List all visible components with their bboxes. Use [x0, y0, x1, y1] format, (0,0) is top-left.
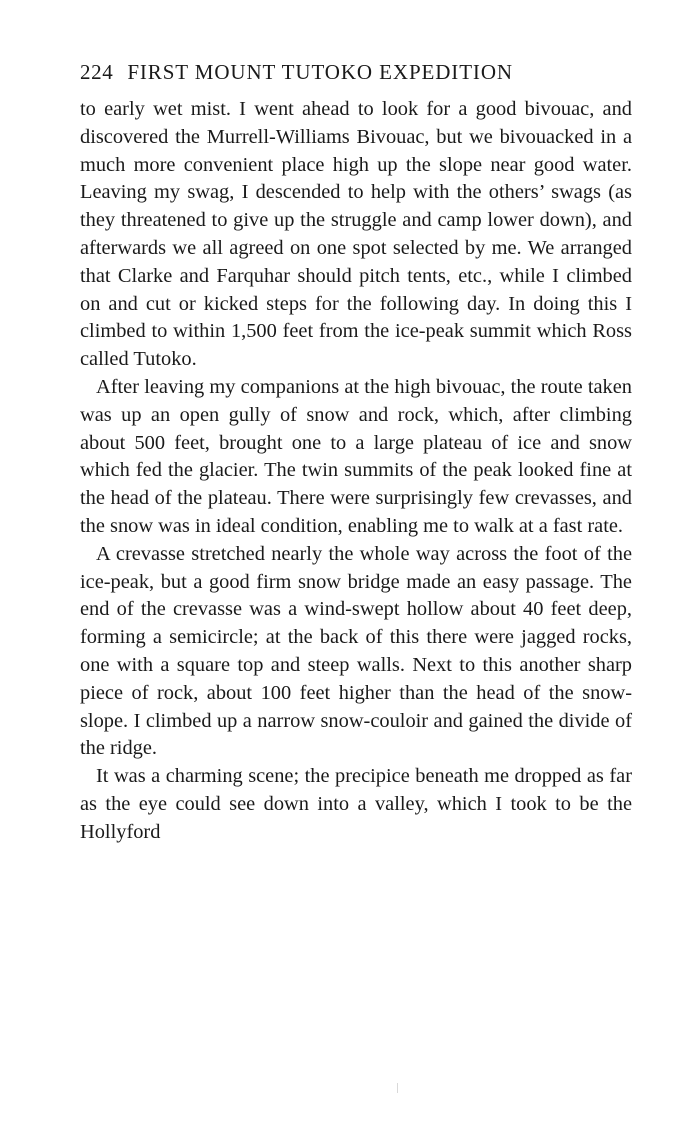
paragraph-4: It was a charming scene; the precipice beneath me dropped as far as the eye could see down into a valley, which I took to be the Hollyford [80, 765, 632, 843]
paragraph-3: A crevasse stretched nearly the whole way across the foot of the ice-peak, but a good firm snow bridge made an easy passage. The end of the crevasse was a wind-swept hollow about 40 feet deep, forming a semicircle; at the back of this there were jagged rocks, one with a square top and steep walls. Next to this another sharp piece of rock, about 100 feet higher than the head of the snow-slope. I climbed up a narrow snow-couloir and gained the divide of the ridge. [80, 542, 632, 760]
paragraph-2: After leaving my companions at the high bivouac, the route taken was up an open gully of snow and rock, which, after climbing about 500 feet, brought one to a large plateau of ice and snow which fed the glacier. The twin summits of the peak looked fine at the head of the plateau. There were surprisingly few crevasses, and the snow was in ideal condition, enabling me to walk at a fast rate. [80, 375, 632, 537]
scan-mark [397, 1083, 398, 1093]
running-title: FIRST MOUNT TUTOKO EXPEDITION [127, 60, 513, 84]
body-text [80, 96, 632, 847]
paragraph-1: to early wet mist. I went ahead to look for a good bivouac, and discovered the Murrell-Williams Bivouac, but we bivouacked in a much more convenient place high up the slope near good water. Leaving my swag, I descended to help with the others’ swags (as they threatened to give up the struggle and camp lower down), and afterwards we all agreed on one spot selected by me. We arranged that Clarke and Farquhar should pitch tents, etc., while I climbed on and cut or kicked steps for the following day. In doing this I climbed to within 1,500 feet from the ice-peak summit which Ross called Tutoko. [80, 98, 632, 371]
book-page [80, 58, 632, 847]
running-head [80, 58, 632, 86]
page-number: 224 [80, 60, 114, 84]
